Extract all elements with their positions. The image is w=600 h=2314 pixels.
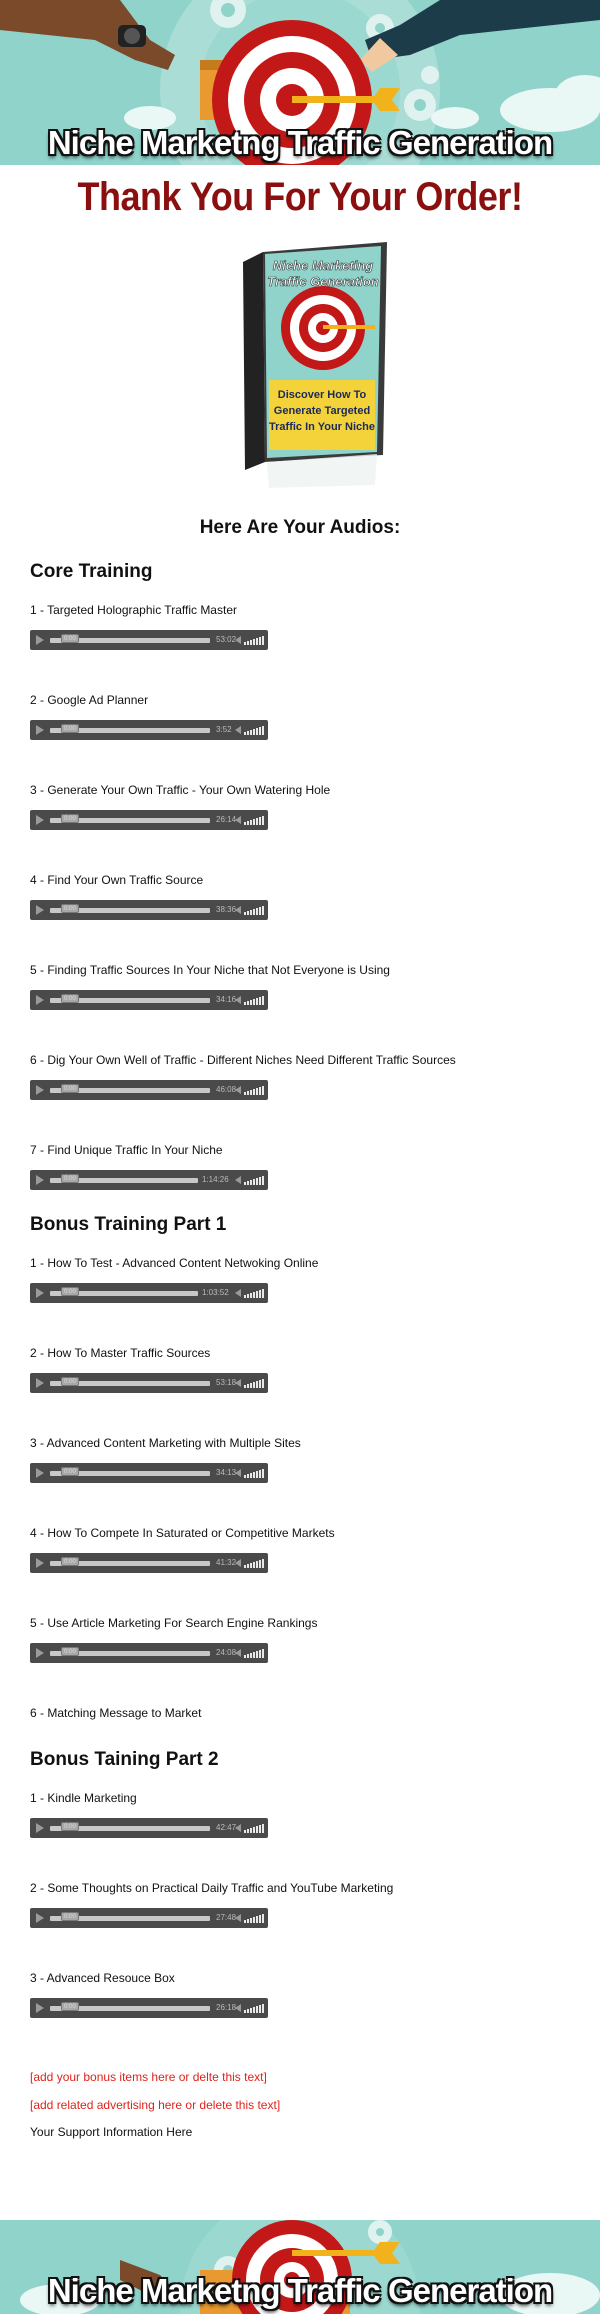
track-title: 7 - Find Unique Traffic In Your Niche [30, 1143, 223, 1157]
track-title: 1 - Kindle Marketing [30, 1791, 137, 1805]
volume-level[interactable] [244, 815, 264, 825]
play-icon[interactable] [36, 1558, 44, 1568]
volume-icon[interactable] [235, 1176, 241, 1184]
volume-icon[interactable] [235, 906, 241, 914]
progress-knob[interactable]: 0:00 [61, 1174, 79, 1183]
track-title: 2 - Some Thoughts on Practical Daily Traffic and YouTube Marketing [30, 1881, 394, 1895]
audio-player[interactable] [30, 1283, 268, 1303]
duration: 1:03:52 [202, 1288, 229, 1297]
volume-level[interactable] [244, 1085, 264, 1095]
product-box-image [205, 240, 395, 490]
section-heading-bonus-part-1: Bonus Training Part 1 [30, 1214, 227, 1235]
play-icon[interactable] [36, 1823, 44, 1833]
volume-level[interactable] [244, 1288, 264, 1298]
play-icon[interactable] [36, 995, 44, 1005]
play-icon[interactable] [36, 1648, 44, 1658]
play-icon[interactable] [36, 905, 44, 915]
duration: 41:32 [216, 1558, 237, 1567]
volume-icon[interactable] [235, 1086, 241, 1094]
thank-you-heading: Thank You For Your Order! [77, 173, 523, 219]
track-title: 4 - Find Your Own Traffic Source [30, 873, 204, 887]
hand-pointing-icon [0, 0, 175, 70]
track-title: 1 - How To Test - Advanced Content Netwoking Online [30, 1256, 319, 1270]
volume-icon[interactable] [235, 726, 241, 734]
section-heading-core-training: Core Training [30, 561, 153, 582]
progress-bar[interactable] [50, 1471, 210, 1476]
track-title: 6 - Matching Message to Market [30, 1706, 202, 1720]
svg-text:Traffic Generation: Traffic Generation [267, 274, 379, 289]
progress-bar[interactable] [50, 818, 210, 823]
volume-icon[interactable] [235, 1914, 241, 1922]
duration: 1:14:26 [202, 1175, 229, 1184]
svg-text:Niche Marketing: Niche Marketing [272, 258, 374, 273]
progress-bar[interactable] [50, 638, 210, 643]
svg-text:Traffic In Your Niche: Traffic In Your Niche [269, 421, 375, 433]
volume-level[interactable] [244, 1648, 264, 1658]
volume-icon[interactable] [235, 996, 241, 1004]
progress-bar[interactable] [50, 1178, 198, 1183]
volume-icon[interactable] [235, 1379, 241, 1387]
track-title: 3 - Generate Your Own Traffic - Your Own Watering Hole [30, 783, 331, 797]
audio-player[interactable] [30, 630, 268, 650]
progress-bar[interactable] [50, 1088, 210, 1093]
duration: 34:16 [216, 995, 237, 1004]
section-heading-bonus-part-2: Bonus Taining Part 2 [30, 1749, 219, 1770]
track-title: 4 - How To Compete In Saturated or Competitive Markets [30, 1526, 335, 1540]
track-title: 6 - Dig Your Own Well of Traffic - Different Niches Need Different Traffic Sources [30, 1053, 456, 1067]
track-title: 2 - How To Master Traffic Sources [30, 1346, 211, 1360]
volume-level[interactable] [244, 995, 264, 1005]
progress-bar[interactable] [50, 1561, 210, 1566]
svg-text:Generate Targeted: Generate Targeted [273, 405, 371, 417]
volume-level[interactable] [244, 725, 264, 735]
duration: 53:18 [216, 1378, 237, 1387]
audio-player[interactable] [30, 1818, 268, 1838]
bonus-items-placeholder: [add your bonus items here or delte this text] [30, 2070, 267, 2084]
banner-title: Niche Marketng Traffic Generation [47, 2272, 553, 2309]
volume-icon[interactable] [235, 1289, 241, 1297]
progress-knob[interactable]: 0:00 [61, 1467, 79, 1476]
audio-player[interactable] [30, 1463, 268, 1483]
play-icon[interactable] [36, 815, 44, 825]
progress-bar[interactable] [50, 1916, 210, 1921]
audio-player[interactable] [30, 1998, 268, 2018]
audio-player[interactable] [30, 990, 268, 1010]
progress-bar[interactable] [50, 1381, 210, 1386]
duration: 53:02 [216, 635, 237, 644]
volume-level[interactable] [244, 1468, 264, 1478]
progress-knob[interactable]: 0:00 [61, 634, 79, 643]
audio-player[interactable] [30, 810, 268, 830]
advertising-placeholder: [add related advertising here or delete this text] [30, 2098, 281, 2112]
progress-knob[interactable]: 0:00 [61, 994, 79, 1003]
play-icon[interactable] [36, 725, 44, 735]
audio-player[interactable] [30, 1553, 268, 1573]
duration: 38:36 [216, 905, 237, 914]
progress-knob[interactable]: 0:00 [61, 904, 79, 913]
track-title: 3 - Advanced Resouce Box [30, 1971, 175, 1985]
audio-player[interactable] [30, 720, 268, 740]
audio-player[interactable] [30, 1643, 268, 1663]
volume-icon[interactable] [235, 2004, 241, 2012]
volume-level[interactable] [244, 1175, 264, 1185]
duration: 3:52 [216, 725, 232, 734]
play-icon[interactable] [36, 1085, 44, 1095]
duration: 34:13 [216, 1468, 237, 1477]
progress-knob[interactable]: 0:00 [61, 1912, 79, 1921]
progress-knob[interactable]: 0:00 [61, 1084, 79, 1093]
track-title: 2 - Google Ad Planner [30, 693, 149, 707]
duration: 26:18 [216, 2003, 237, 2012]
progress-bar[interactable] [50, 1291, 198, 1296]
progress-bar[interactable] [50, 1826, 210, 1831]
play-icon[interactable] [36, 1913, 44, 1923]
volume-level[interactable] [244, 905, 264, 915]
progress-bar[interactable] [50, 998, 210, 1003]
duration: 42:47 [216, 1823, 237, 1832]
play-icon[interactable] [36, 1288, 44, 1298]
support-info: Your Support Information Here [30, 2125, 193, 2139]
progress-bar[interactable] [50, 1651, 210, 1656]
duration: 46:08 [216, 1085, 237, 1094]
progress-knob[interactable]: 0:00 [61, 814, 79, 823]
progress-bar[interactable] [50, 728, 210, 733]
volume-level[interactable] [244, 1913, 264, 1923]
audio-player[interactable] [30, 1170, 268, 1190]
audios-heading: Here Are Your Audios: [199, 517, 401, 538]
volume-level[interactable] [244, 2003, 264, 2013]
banner-title: Niche Marketng Traffic Generation [47, 124, 553, 161]
audio-player[interactable] [30, 1080, 268, 1100]
progress-knob[interactable]: 0:00 [61, 1647, 79, 1656]
progress-knob[interactable]: 0:00 [61, 1377, 79, 1386]
progress-bar[interactable] [50, 908, 210, 913]
duration: 27:48 [216, 1913, 237, 1922]
volume-level[interactable] [244, 1823, 264, 1833]
audio-player[interactable] [30, 900, 268, 920]
progress-knob[interactable]: 0:00 [61, 1287, 79, 1296]
play-icon[interactable] [36, 1378, 44, 1388]
progress-knob[interactable]: 0:00 [61, 724, 79, 733]
progress-knob[interactable]: 0:00 [61, 1557, 79, 1566]
volume-icon[interactable] [235, 636, 241, 644]
play-icon[interactable] [36, 1468, 44, 1478]
play-icon[interactable] [36, 1175, 44, 1185]
footer-banner [0, 2220, 600, 2314]
volume-icon[interactable] [235, 1649, 241, 1657]
volume-icon[interactable] [235, 1469, 241, 1477]
progress-knob[interactable]: 0:00 [61, 2002, 79, 2011]
header-banner [0, 0, 600, 165]
volume-level[interactable] [244, 1378, 264, 1388]
progress-knob[interactable]: 0:00 [61, 1822, 79, 1831]
audio-player[interactable] [30, 1908, 268, 1928]
track-title: 5 - Finding Traffic Sources In Your Niche that Not Everyone is Using [30, 963, 390, 977]
duration: 24:08 [216, 1648, 237, 1657]
track-title: 3 - Advanced Content Marketing with Multiple Sites [30, 1436, 301, 1450]
progress-bar[interactable] [50, 2006, 210, 2011]
play-icon[interactable] [36, 635, 44, 645]
track-title: 1 - Targeted Holographic Traffic Master [30, 603, 237, 617]
volume-icon[interactable] [235, 1824, 241, 1832]
volume-level[interactable] [244, 635, 264, 645]
volume-icon[interactable] [235, 1559, 241, 1567]
volume-icon[interactable] [235, 816, 241, 824]
play-icon[interactable] [36, 2003, 44, 2013]
track-title: 5 - Use Article Marketing For Search Engine Rankings [30, 1616, 318, 1630]
svg-text:Discover How To: Discover How To [277, 389, 367, 401]
volume-level[interactable] [244, 1558, 264, 1568]
audio-player[interactable] [30, 1373, 268, 1393]
duration: 26:14 [216, 815, 237, 824]
